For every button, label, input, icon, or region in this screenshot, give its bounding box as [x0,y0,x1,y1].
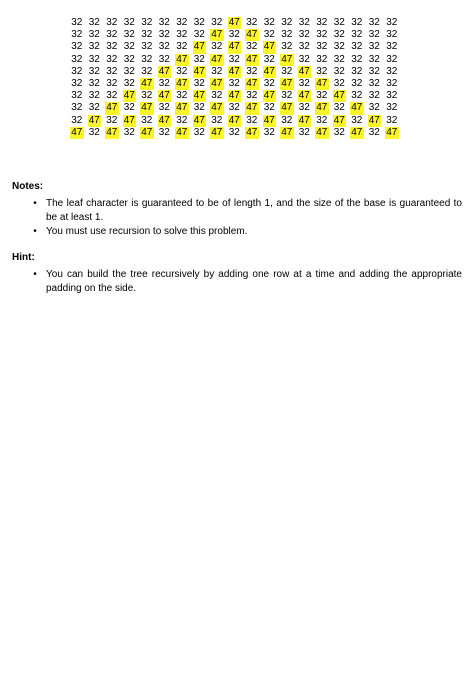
leaf-code-cell: 47 [316,77,328,89]
space-code-cell: 32 [141,65,153,77]
space-code-cell: 32 [368,53,380,65]
space-code-cell: 32 [246,65,258,77]
grid-row [70,29,402,41]
bullet-icon: • [33,198,37,209]
space-code-cell: 32 [123,41,135,53]
space-code-cell: 32 [158,77,170,89]
space-code-cell: 32 [141,17,153,28]
hint-title: Hint: [12,252,35,263]
space-code-cell: 32 [228,126,240,138]
leaf-code-cell: 47 [123,90,135,102]
grid-row [70,54,402,66]
space-code-cell: 32 [71,53,83,65]
space-code-cell: 32 [368,77,380,89]
space-code-cell: 32 [176,90,188,102]
space-code-cell: 32 [141,29,153,41]
space-code-cell: 32 [71,29,83,41]
space-code-cell: 32 [316,114,328,126]
space-code-cell: 32 [263,77,275,89]
leaf-code-cell: 47 [123,114,135,126]
leaf-code-cell: 47 [211,102,223,114]
space-code-cell: 32 [71,41,83,53]
space-code-cell: 32 [176,17,188,28]
leaf-code-cell: 47 [211,126,223,138]
leaf-code-cell: 47 [158,65,170,77]
space-code-cell: 32 [228,77,240,89]
hint-item-text: You can build the tree recursively by adding one row at a time and adding the appropriate padding on the side. [46,269,462,294]
space-code-cell: 32 [88,126,100,138]
space-code-cell: 32 [211,17,223,28]
space-code-cell: 32 [228,29,240,41]
leaf-code-cell: 47 [176,126,188,138]
space-code-cell: 32 [88,77,100,89]
space-code-cell: 32 [193,102,205,114]
leaf-code-cell: 47 [106,102,118,114]
space-code-cell: 32 [71,102,83,114]
space-code-cell: 32 [281,17,293,28]
leaf-code-cell: 47 [263,41,275,53]
space-code-cell: 32 [351,77,363,89]
space-code-cell: 32 [298,77,310,89]
space-code-cell: 32 [246,41,258,53]
space-code-cell: 32 [106,65,118,77]
space-code-cell: 32 [246,114,258,126]
space-code-cell: 32 [158,102,170,114]
space-code-cell: 32 [281,29,293,41]
space-code-cell: 32 [351,65,363,77]
hint-section [12,251,462,296]
space-code-cell: 32 [71,77,83,89]
leaf-code-cell: 47 [193,65,205,77]
grid-row [70,78,402,90]
space-code-cell: 32 [368,90,380,102]
space-code-cell: 32 [263,17,275,28]
space-code-cell: 32 [386,77,398,89]
leaf-code-cell: 47 [316,126,328,138]
space-code-cell: 32 [88,102,100,114]
space-code-cell: 32 [193,17,205,28]
leaf-code-cell: 47 [211,29,223,41]
space-code-cell: 32 [123,102,135,114]
space-code-cell: 32 [228,53,240,65]
space-code-cell: 32 [158,126,170,138]
leaf-code-cell: 47 [281,77,293,89]
space-code-cell: 32 [351,41,363,53]
space-code-cell: 32 [386,29,398,41]
space-code-cell: 32 [298,126,310,138]
space-code-cell: 32 [193,53,205,65]
space-code-cell: 32 [368,102,380,114]
grid-row [70,127,402,139]
leaf-code-cell: 47 [298,65,310,77]
space-code-cell: 32 [158,41,170,53]
grid-row [70,90,402,102]
hint-item [12,268,462,295]
space-code-cell: 32 [333,53,345,65]
leaf-code-cell: 47 [246,77,258,89]
leaf-code-cell: 47 [246,29,258,41]
space-code-cell: 32 [386,53,398,65]
space-code-cell: 32 [228,102,240,114]
space-code-cell: 32 [123,126,135,138]
space-code-cell: 32 [123,65,135,77]
space-code-cell: 32 [368,126,380,138]
leaf-code-cell: 47 [281,102,293,114]
space-code-cell: 32 [263,126,275,138]
grid-row [70,115,402,127]
space-code-cell: 32 [281,65,293,77]
space-code-cell: 32 [88,53,100,65]
space-code-cell: 32 [158,17,170,28]
space-code-cell: 32 [88,90,100,102]
space-code-cell: 32 [193,77,205,89]
space-code-cell: 32 [298,41,310,53]
space-code-cell: 32 [333,126,345,138]
leaf-code-cell: 47 [193,114,205,126]
space-code-cell: 32 [141,114,153,126]
leaf-code-cell: 47 [246,102,258,114]
space-code-cell: 32 [333,41,345,53]
space-code-cell: 32 [263,29,275,41]
space-code-cell: 32 [368,17,380,28]
space-code-cell: 32 [316,17,328,28]
leaf-code-cell: 47 [281,53,293,65]
grid-row [70,17,402,29]
grid-row [70,102,402,114]
leaf-code-cell: 47 [158,114,170,126]
space-code-cell: 32 [141,41,153,53]
notes-section [12,180,462,240]
space-code-cell: 32 [333,65,345,77]
notes-item-text: The leaf character is guaranteed to be of length 1, and the size of the base is guaranteed to be at least 1. [46,198,462,223]
space-code-cell: 32 [176,29,188,41]
leaf-code-cell: 47 [211,77,223,89]
leaf-code-cell: 47 [368,114,380,126]
space-code-cell: 32 [386,17,398,28]
leaf-code-cell: 47 [193,90,205,102]
notes-item [12,225,462,239]
ascii-code-grid [70,17,402,139]
leaf-code-cell: 47 [386,126,398,138]
space-code-cell: 32 [368,65,380,77]
notes-title: Notes: [12,181,44,192]
leaf-code-cell: 47 [228,65,240,77]
space-code-cell: 32 [246,90,258,102]
leaf-code-cell: 47 [228,41,240,53]
space-code-cell: 32 [316,41,328,53]
space-code-cell: 32 [386,65,398,77]
space-code-cell: 32 [351,114,363,126]
leaf-code-cell: 47 [141,102,153,114]
space-code-cell: 32 [281,41,293,53]
space-code-cell: 32 [316,29,328,41]
leaf-code-cell: 47 [141,126,153,138]
space-code-cell: 32 [106,90,118,102]
space-code-cell: 32 [211,114,223,126]
space-code-cell: 32 [298,17,310,28]
leaf-code-cell: 47 [351,102,363,114]
space-code-cell: 32 [141,53,153,65]
space-code-cell: 32 [176,114,188,126]
notes-item [12,197,462,224]
leaf-code-cell: 47 [246,53,258,65]
bullet-icon: • [33,269,37,280]
space-code-cell: 32 [246,17,258,28]
space-code-cell: 32 [298,102,310,114]
space-code-cell: 32 [158,29,170,41]
space-code-cell: 32 [263,53,275,65]
leaf-code-cell: 47 [316,102,328,114]
space-code-cell: 32 [106,29,118,41]
space-code-cell: 32 [281,114,293,126]
space-code-cell: 32 [88,41,100,53]
space-code-cell: 32 [193,29,205,41]
space-code-cell: 32 [316,65,328,77]
leaf-code-cell: 47 [333,90,345,102]
leaf-code-cell: 47 [71,126,83,138]
leaf-code-cell: 47 [211,53,223,65]
space-code-cell: 32 [71,17,83,28]
space-code-cell: 32 [298,29,310,41]
space-code-cell: 32 [351,53,363,65]
leaf-code-cell: 47 [228,114,240,126]
space-code-cell: 32 [106,114,118,126]
space-code-cell: 32 [351,29,363,41]
leaf-code-cell: 47 [263,90,275,102]
leaf-code-cell: 47 [141,77,153,89]
space-code-cell: 32 [71,114,83,126]
space-code-cell: 32 [333,17,345,28]
space-code-cell: 32 [281,90,293,102]
leaf-code-cell: 47 [263,114,275,126]
space-code-cell: 32 [88,65,100,77]
space-code-cell: 32 [176,65,188,77]
space-code-cell: 32 [351,90,363,102]
leaf-code-cell: 47 [176,77,188,89]
space-code-cell: 32 [88,17,100,28]
leaf-code-cell: 47 [228,90,240,102]
space-code-cell: 32 [211,65,223,77]
space-code-cell: 32 [368,29,380,41]
grid-row [70,66,402,78]
notes-item-text: You must use recursion to solve this problem. [46,226,248,237]
hint-list [12,268,462,295]
space-code-cell: 32 [71,90,83,102]
space-code-cell: 32 [123,17,135,28]
space-code-cell: 32 [386,41,398,53]
space-code-cell: 32 [123,77,135,89]
space-code-cell: 32 [106,41,118,53]
leaf-code-cell: 47 [333,114,345,126]
leaf-code-cell: 47 [158,90,170,102]
space-code-cell: 32 [386,114,398,126]
space-code-cell: 32 [158,53,170,65]
space-code-cell: 32 [106,53,118,65]
leaf-code-cell: 47 [298,114,310,126]
space-code-cell: 32 [211,90,223,102]
leaf-code-cell: 47 [106,126,118,138]
space-code-cell: 32 [386,90,398,102]
space-code-cell: 32 [123,29,135,41]
space-code-cell: 32 [333,102,345,114]
space-code-cell: 32 [263,102,275,114]
space-code-cell: 32 [71,65,83,77]
space-code-cell: 32 [211,41,223,53]
space-code-cell: 32 [333,77,345,89]
leaf-code-cell: 47 [351,126,363,138]
notes-list [12,197,462,239]
space-code-cell: 32 [88,29,100,41]
space-code-cell: 32 [333,29,345,41]
space-code-cell: 32 [386,102,398,114]
space-code-cell: 32 [368,41,380,53]
leaf-code-cell: 47 [193,41,205,53]
grid-row [70,41,402,53]
space-code-cell: 32 [176,41,188,53]
leaf-code-cell: 47 [176,53,188,65]
space-code-cell: 32 [298,53,310,65]
space-code-cell: 32 [106,77,118,89]
leaf-code-cell: 47 [246,126,258,138]
leaf-code-cell: 47 [228,17,240,28]
space-code-cell: 32 [141,90,153,102]
space-code-cell: 32 [123,53,135,65]
leaf-code-cell: 47 [176,102,188,114]
space-code-cell: 32 [106,17,118,28]
space-code-cell: 32 [351,17,363,28]
bullet-icon: • [33,226,37,237]
leaf-code-cell: 47 [298,90,310,102]
space-code-cell: 32 [193,126,205,138]
space-code-cell: 32 [316,53,328,65]
leaf-code-cell: 47 [88,114,100,126]
leaf-code-cell: 47 [281,126,293,138]
leaf-code-cell: 47 [263,65,275,77]
space-code-cell: 32 [316,90,328,102]
